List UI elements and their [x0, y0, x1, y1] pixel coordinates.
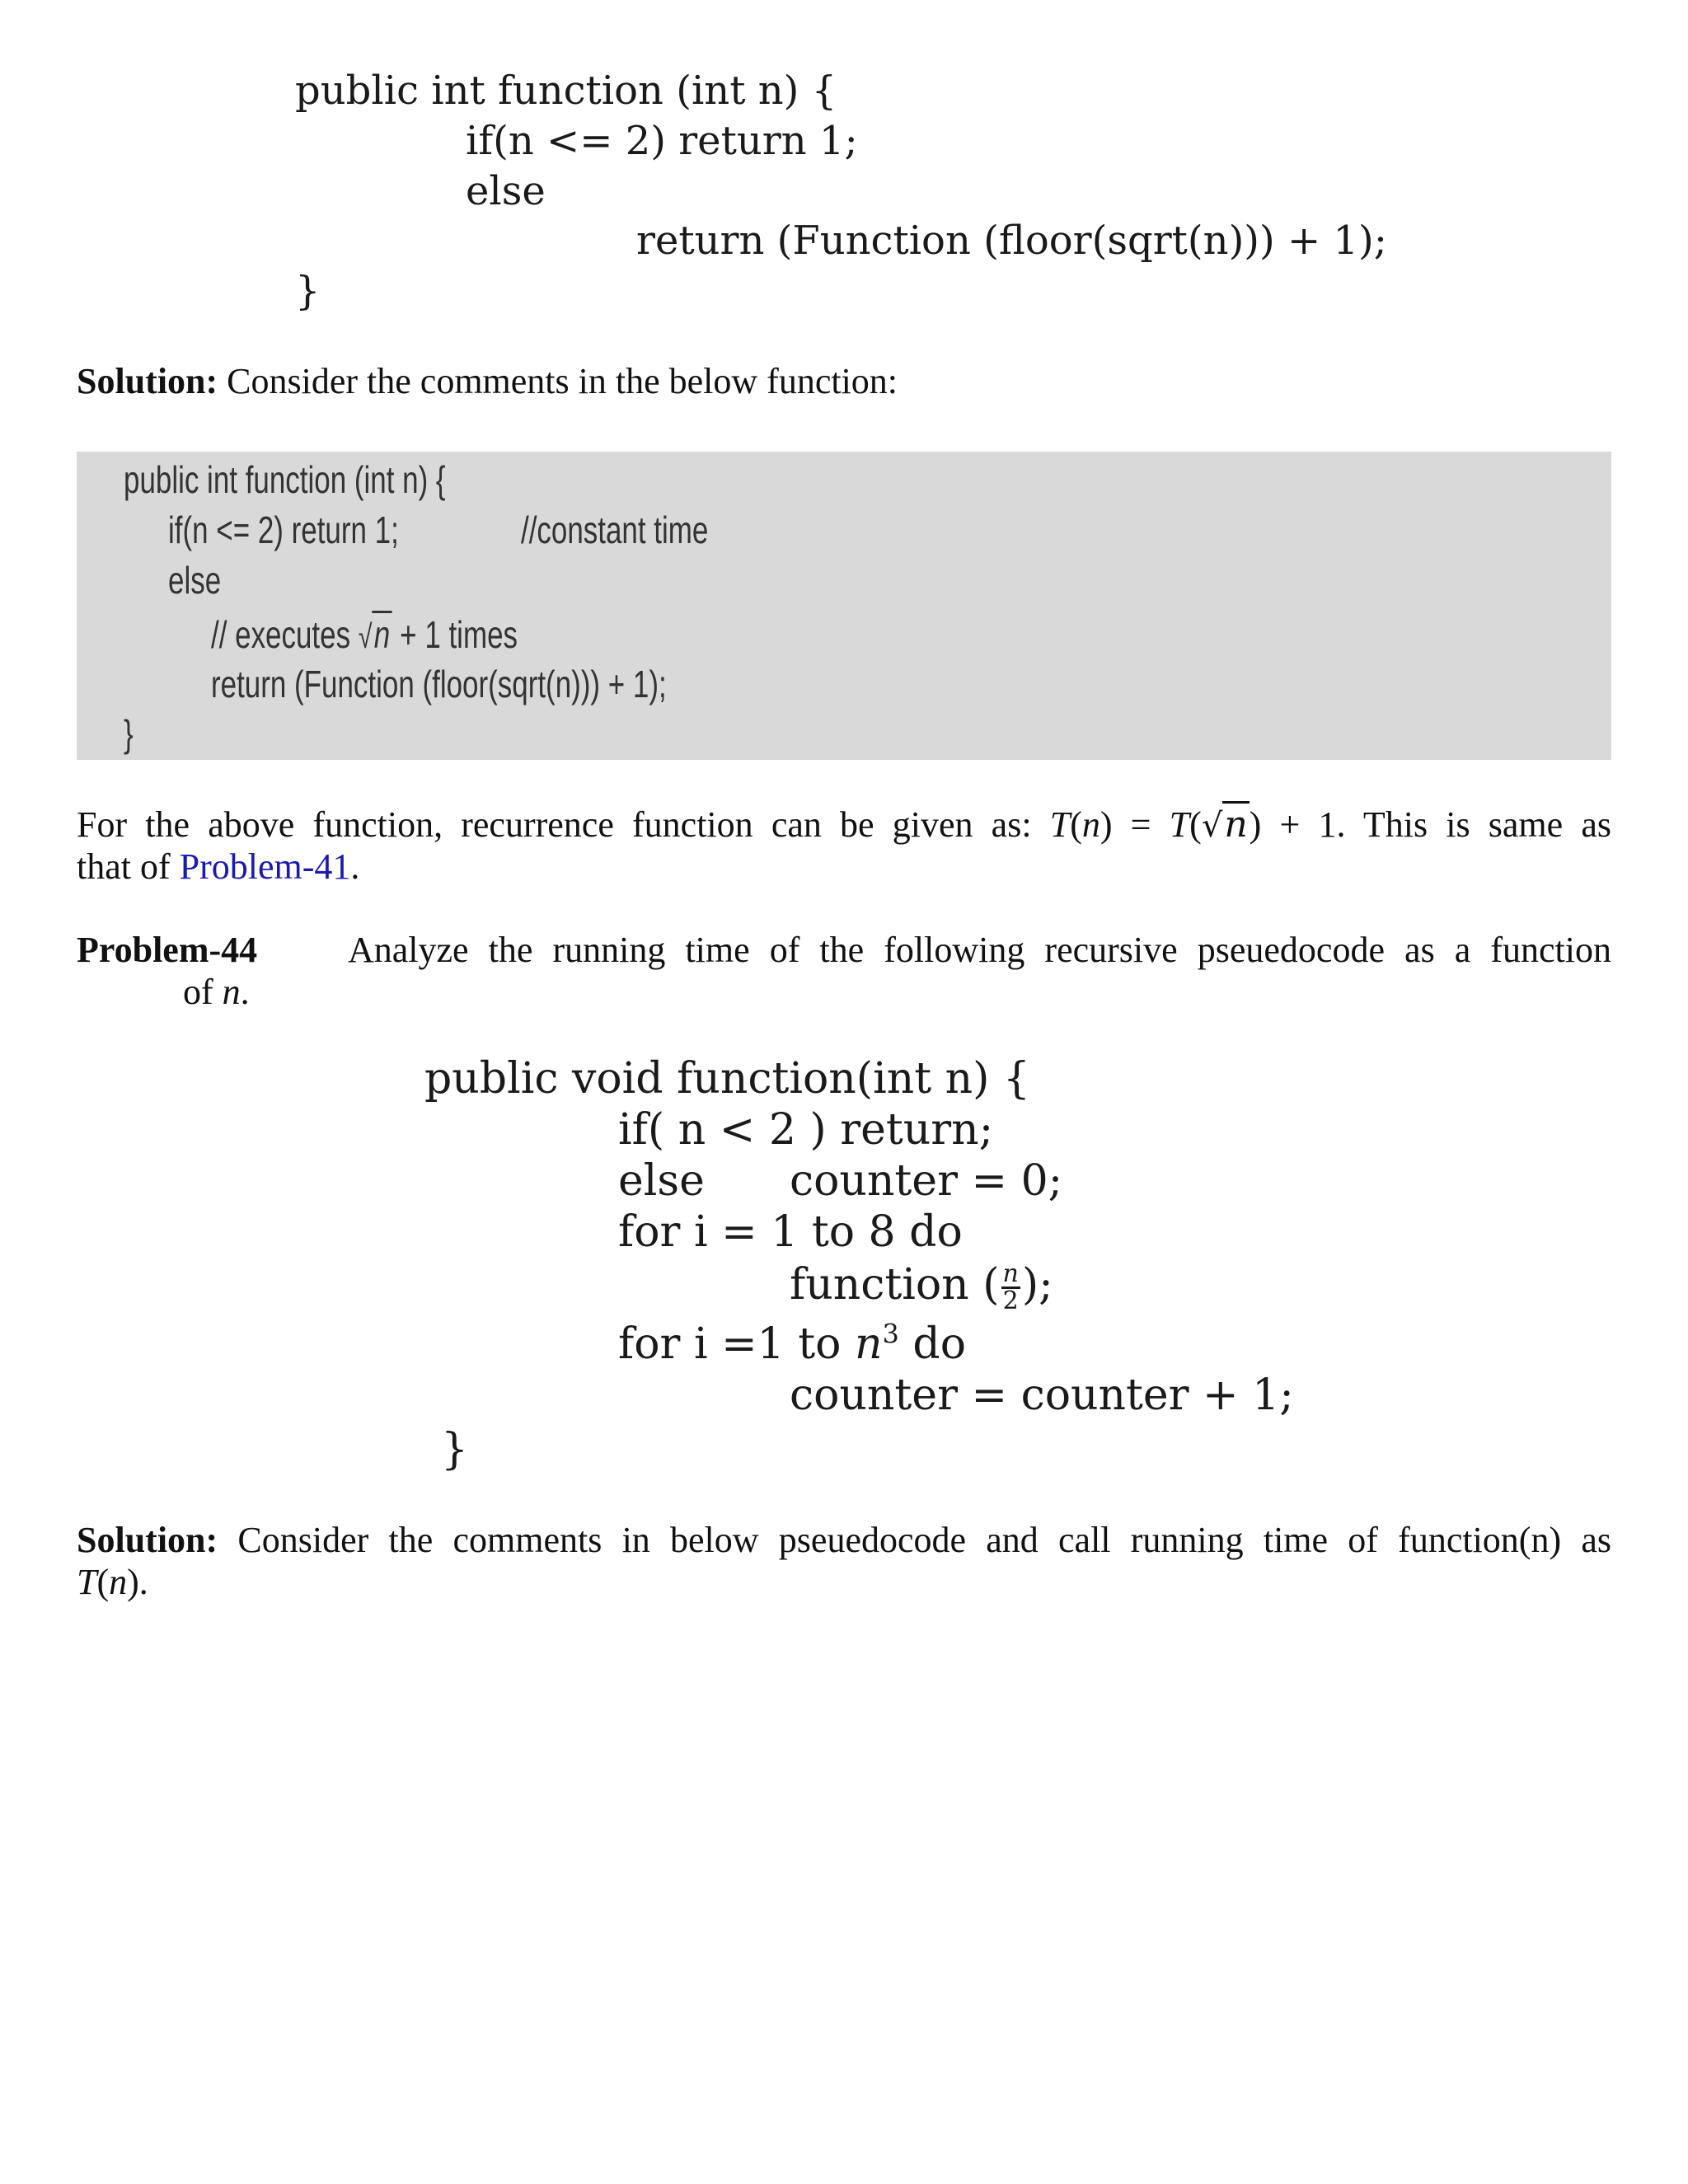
code-comment: // executes √n + 1 times — [211, 610, 518, 663]
recurrence-paragraph-line1: For the above function, recurrence function can be given as: T(n) = T(√n) + 1. This is same as — [77, 804, 1611, 847]
problem-label: Problem-44 — [77, 930, 258, 970]
problem-41-link[interactable]: Problem-41 — [179, 846, 351, 887]
sqrt-symbol: √n — [359, 610, 392, 663]
solution-paragraph-2 — [77, 1519, 1611, 1561]
code-line: else — [168, 559, 222, 602]
solution-label: Solution: — [77, 361, 218, 401]
code-line: if( n < 2 ) return; — [618, 1105, 994, 1155]
code-line: } — [124, 712, 134, 755]
recurrence-paragraph-line2: that of Problem-41. — [77, 846, 360, 887]
code-line: function ( $\frac{n}{2}$ ); — [790, 1259, 1053, 1315]
code-line: public int function (int n) { — [124, 458, 446, 501]
code-line: counter = 0; — [790, 1156, 1063, 1206]
solution-paragraph-1 — [77, 360, 898, 402]
code-line: return (Function (floor(sqrt(n))) + 1); — [636, 218, 1387, 264]
code-line: for i = 1 to 8 do — [618, 1207, 963, 1257]
code-line: if(n <= 2) return 1; — [466, 118, 858, 164]
code-line: else — [466, 168, 546, 214]
code-line: public int function (int n) { — [295, 68, 837, 114]
fraction: $\frac{n}{2}$ — [1002, 1259, 1019, 1315]
solution-label: Solution: — [77, 1520, 218, 1560]
code-line: counter = counter + 1; — [790, 1371, 1294, 1420]
problem-text-line2: of n. — [183, 972, 250, 1012]
code-comment: //constant time — [521, 509, 709, 551]
code-line: else — [618, 1156, 705, 1206]
code-line: return (Function (floor(sqrt(n))) + 1); — [211, 663, 667, 705]
code-line: if(n <= 2) return 1; — [168, 509, 399, 551]
solution-text: Consider the comments in the below function: — [218, 361, 898, 401]
sqrt-symbol: √n — [1202, 804, 1250, 847]
solution-paragraph-2-line2: T(n). — [77, 1562, 148, 1602]
code-line: for i =1 to $n^3$ do — [618, 1318, 966, 1369]
code-line: } — [441, 1425, 469, 1474]
code-line: public void function(int n) { — [424, 1054, 1031, 1104]
solution-text: Consider the comments in below pseuedocode and call running time of function(n) as — [218, 1520, 1611, 1560]
code-line: } — [295, 268, 321, 314]
problem-text: Analyze the running time of the following recursive pseuedocode as a function — [348, 930, 1611, 970]
